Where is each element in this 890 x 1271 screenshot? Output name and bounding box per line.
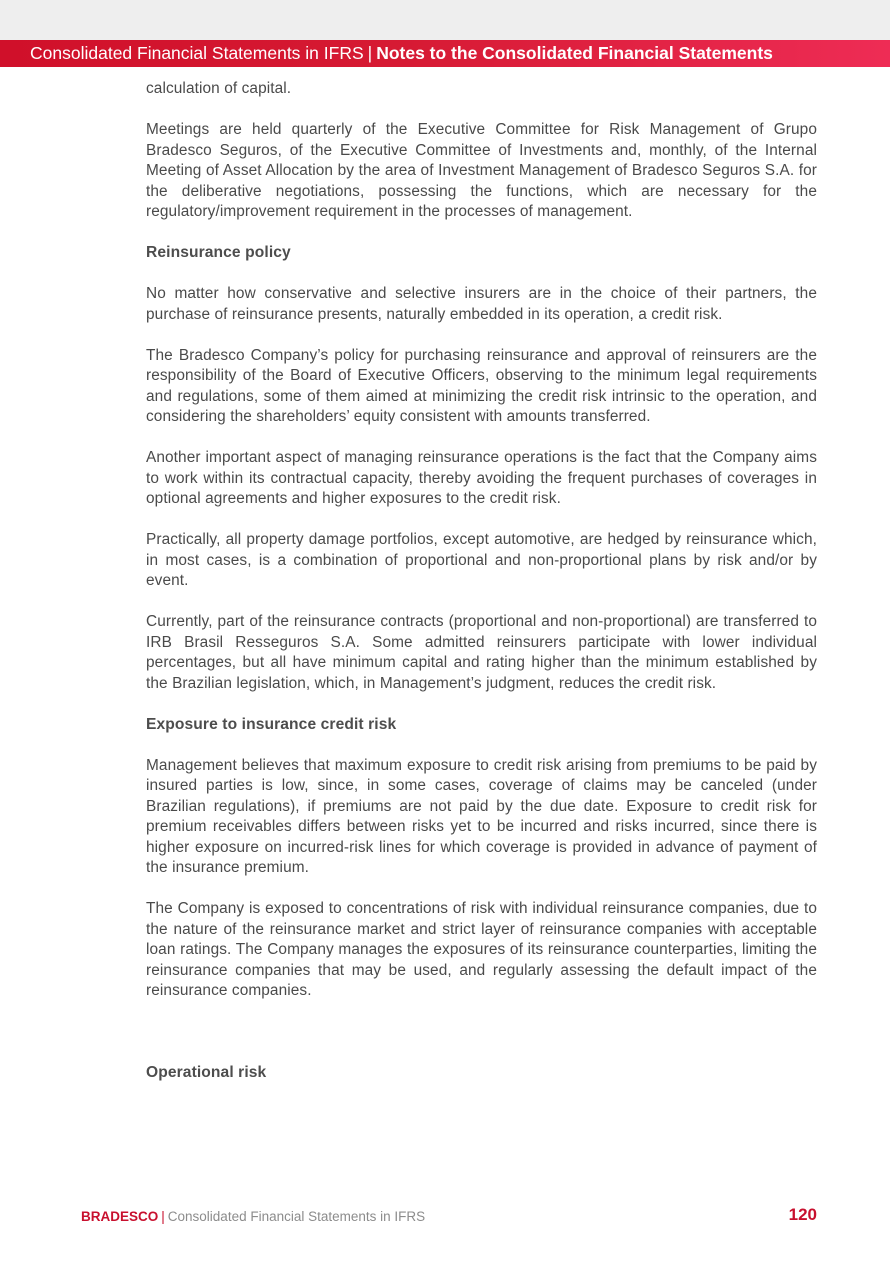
header-separator: | bbox=[367, 43, 373, 63]
paragraph: Management believes that maximum exposure to credit risk arising from premiums to be paid by insured parties is low, since, in some cases, coverage of claims may be canceled (under Brazilian regulations), if premiums are not paid by the due date. Exposure to credit risk for premium receivables differs between risks yet to be incurred and risks incurred, since there is higher exposure on incurred-risk lines for which coverage is provided in advance of payment of the insurance premium. bbox=[146, 756, 817, 876]
paragraph: Meetings are held quarterly of the Executive Committee for Risk Management of Grupo Bradesco Seguros, of the Executive Committee of Investments and, monthly, of the Internal Meeting of Asset Allocation by the area of Investment Management of Bradesco Seguros S.A. for the deliberative negotiations, possessing the functions, which are necessary for the regulatory/improvement requirement in the processes of management. bbox=[146, 121, 817, 220]
top-band bbox=[0, 0, 890, 40]
footer-separator: | bbox=[161, 1209, 165, 1224]
section-heading-operational-risk: Operational risk bbox=[146, 1064, 267, 1081]
paragraph: Practically, all property damage portfolios, except automotive, are hedged by reinsurance which, in most cases, is a combination of proportional and non-proportional plans by risk and/or by event. bbox=[146, 531, 817, 589]
paragraph: The Company is exposed to concentrations of risk with individual reinsurance companies, due to the nature of the reinsurance market and strict layer of reinsurance companies with acceptable loan ratings. The Company manages the exposures of its reinsurance counterparties, limiting the reinsurance companies that may be used, and regularly assessing the default impact of the reinsurance companies. bbox=[146, 900, 817, 999]
section-heading-reinsurance-policy: Reinsurance policy bbox=[146, 244, 291, 261]
header-title: Consolidated Financial Statements in IFRS bbox=[30, 43, 364, 63]
section-heading-exposure: Exposure to insurance credit risk bbox=[146, 715, 397, 733]
footer-brand: BRADESCO bbox=[81, 1209, 159, 1224]
paragraph: The Bradesco Company’s policy for purchasing reinsurance and approval of reinsurers are the responsibility of the Board of Executive Officers, observing to the minimum legal requirements and regulations, some of them aimed at minimizing the credit risk intrinsic to the operation, and considering the shareholders’ equity consistent with amounts transferred. bbox=[146, 346, 817, 425]
page-number: 120 bbox=[788, 1205, 817, 1224]
header-section-title: Notes to the Consolidated Financial Statements bbox=[376, 43, 773, 63]
page-footer bbox=[81, 1207, 817, 1227]
running-header bbox=[0, 40, 890, 67]
paragraph: No matter how conservative and selective insurers are in the choice of their partners, the purchase of reinsurance presents, naturally embedded in its operation, a credit risk. bbox=[146, 285, 817, 323]
paragraph: calculation of capital. bbox=[146, 80, 292, 97]
paragraph: Another important aspect of managing reinsurance operations is the fact that the Company aims to work within its contractual capacity, thereby avoiding the frequent purchases of coverages in optional agreements and higher exposures to the credit risk. bbox=[146, 449, 817, 507]
paragraph: Currently, part of the reinsurance contracts (proportional and non-proportional) are transferred to IRB Brasil Resseguros S.A. Some admitted reinsurers participate with lower individual percentages, but all have minimum capital and rating higher than the minimum established by the Brazilian legislation, which, in Management’s judgment, reduces the credit risk. bbox=[146, 613, 817, 692]
spacer bbox=[146, 1022, 817, 1063]
document-body bbox=[146, 79, 817, 1104]
footer-subtitle: Consolidated Financial Statements in IFRS bbox=[167, 1209, 426, 1224]
